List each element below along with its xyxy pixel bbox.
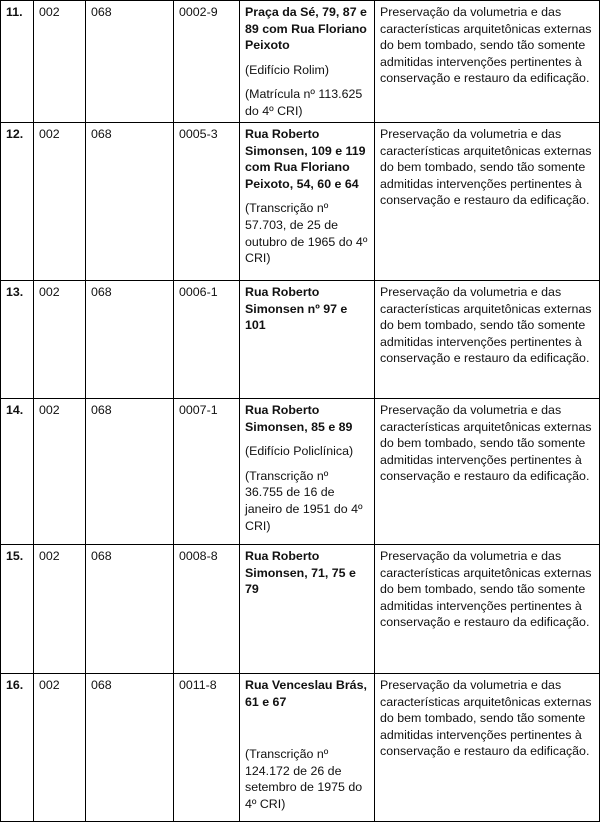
table-row — [1, 545, 600, 674]
address-text: Rua Venceslau Brás, 61 e 67 — [245, 678, 367, 709]
table-row — [1, 1, 600, 123]
registry-note: (Transcrição nº 57.703, de 25 de outubro de 1965 do 4º CRI) — [245, 201, 368, 266]
row-col1: 002 — [34, 674, 86, 822]
address-cell — [240, 399, 375, 545]
row-code: 0002-9 — [174, 1, 240, 123]
address-text: Rua Roberto Simonsen, 109 e 119 com Rua Floriano Peixoto, 54, 60 e 64 — [245, 127, 366, 191]
address-cell — [240, 123, 375, 281]
row-col1: 002 — [34, 123, 86, 281]
row-col2: 068 — [86, 674, 174, 822]
registry-note: (Transcrição nº 36.755 de 16 de janeiro de 1951 do 4º CRI) — [245, 468, 363, 533]
row-number: 16. — [1, 674, 34, 822]
row-number: 11. — [1, 1, 34, 123]
row-col2: 068 — [86, 281, 174, 399]
table-row — [1, 281, 600, 399]
description-cell: Preservação da volumetria e das características arquitetônicas externas do bem tombado, sendo tão somente admitidas intervenções pertinentes à conservação e restauro da edificação. — [375, 399, 600, 545]
description-cell: Preservação da volumetria e das características arquitetônicas externas do bem tombado, sendo tão somente admitidas intervenções pertinentes à conservação e restauro da edificação. — [375, 281, 600, 399]
row-code: 0007-1 — [174, 399, 240, 545]
row-code: 0006-1 — [174, 281, 240, 399]
row-number: 12. — [1, 123, 34, 281]
address-text: Rua Roberto Simonsen nº 97 e 101 — [245, 285, 348, 333]
building-name: (Edifício Policlínica) — [245, 444, 354, 459]
table-row — [1, 674, 600, 822]
description-cell: Preservação da volumetria e das características arquitetônicas externas do bem tombado, sendo tão somente admitidas intervenções pertinentes à conservação e restauro da edificação. — [375, 545, 600, 674]
row-col2: 068 — [86, 399, 174, 545]
address-text: Rua Roberto Simonsen, 85 e 89 — [245, 403, 353, 434]
row-code: 0011-8 — [174, 674, 240, 822]
row-code: 0005-3 — [174, 123, 240, 281]
row-col1: 002 — [34, 545, 86, 674]
row-col1: 002 — [34, 281, 86, 399]
address-text: Praça da Sé, 79, 87 e 89 com Rua Floriano Peixoto — [245, 5, 367, 53]
address-cell — [240, 1, 375, 123]
row-code: 0008-8 — [174, 545, 240, 674]
row-col1: 002 — [34, 399, 86, 545]
description-cell: Preservação da volumetria e das características arquitetônicas externas do bem tombado, sendo tão somente admitidas intervenções pertinentes à conservação e restauro da edificação. — [375, 123, 600, 281]
description-cell: Preservação da volumetria e das características arquitetônicas externas do bem tombado, sendo tão somente admitidas intervenções pertinentes à conservação e restauro da edificação. — [375, 674, 600, 822]
description-cell: Preservação da volumetria e das características arquitetônicas externas do bem tombado, sendo tão somente admitidas intervenções pertinentes à conservação e restauro da edificação. — [375, 1, 600, 123]
building-name: (Edifício Rolim) — [245, 62, 329, 77]
address-cell — [240, 545, 375, 674]
registry-note: (Matrícula nº 113.625 do 4º CRI) — [245, 87, 363, 118]
row-col1: 002 — [34, 1, 86, 123]
address-cell — [240, 674, 375, 822]
registry-note: (Transcrição nº 124.172 de 26 de setembro de 1975 do 4º CRI) — [245, 747, 363, 811]
row-number: 14. — [1, 399, 34, 545]
row-number: 15. — [1, 545, 34, 674]
address-text: Rua Roberto Simonsen, 71, 75 e 79 — [245, 549, 356, 597]
address-cell — [240, 281, 375, 399]
table-row — [1, 123, 600, 281]
row-number: 13. — [1, 281, 34, 399]
row-col2: 068 — [86, 123, 174, 281]
row-col2: 068 — [86, 1, 174, 123]
row-col2: 068 — [86, 545, 174, 674]
table-row — [1, 399, 600, 545]
